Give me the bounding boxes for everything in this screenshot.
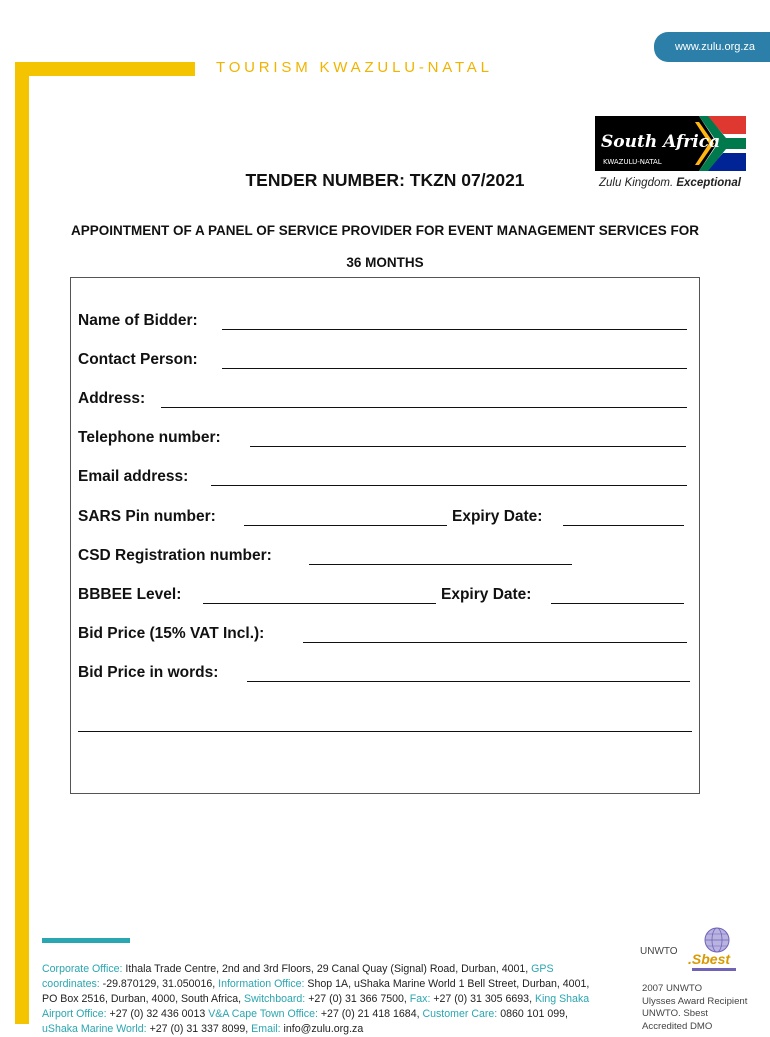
airport-office-text: +27 (0) 32 436 0013 bbox=[106, 1008, 209, 1020]
ushaka-label: uShaka Marine World: bbox=[42, 1023, 147, 1035]
unwto-logo-text: UNWTO bbox=[640, 946, 678, 957]
tender-number: TENDER NUMBER: TKZN 07/2021 bbox=[245, 170, 525, 190]
information-office-text: Shop 1A, uShaka Marine World 1 Bell Street, Durban, 4001, PO Box 2516, Durban, 4000, South Africa, bbox=[42, 978, 590, 1005]
unwto-award-text: 2007 UNWTO Ulysses Award Recipient UNWTO. Sbest Accredited DMO bbox=[642, 983, 748, 1032]
name-of-bidder-label: Name of Bidder: bbox=[78, 312, 198, 329]
sbest-logo-text: .Sbest bbox=[688, 951, 731, 967]
footer-accent-bar bbox=[42, 938, 130, 943]
left-accent-bar bbox=[15, 62, 29, 1024]
bbbee-level-label: BBBEE Level: bbox=[78, 586, 182, 603]
email-footer-label: Email: bbox=[251, 1023, 281, 1035]
telephone-label: Telephone number: bbox=[78, 429, 221, 446]
switchboard-text: +27 (0) 31 366 7500, bbox=[305, 993, 410, 1005]
address-label: Address: bbox=[78, 390, 146, 407]
tender-title bbox=[0, 170, 770, 191]
bid-price-label: Bid Price (15% VAT Incl.): bbox=[78, 625, 265, 642]
footer-contact-details bbox=[42, 962, 598, 1037]
corporate-office-label: Corporate Office: bbox=[42, 963, 123, 975]
fax-label: Fax: bbox=[409, 993, 431, 1005]
fax-text: +27 (0) 31 305 6693, bbox=[430, 993, 535, 1005]
email-label: Email address: bbox=[78, 468, 189, 485]
website-tab[interactable] bbox=[654, 32, 770, 62]
contact-person-field[interactable] bbox=[222, 368, 687, 369]
ushaka-text: +27 (0) 31 337 8099, bbox=[146, 1023, 252, 1035]
sbest-underbar bbox=[692, 968, 736, 971]
information-office-label: Information Office: bbox=[218, 978, 305, 990]
customer-care-text: 0860 101 099, bbox=[497, 1008, 568, 1020]
top-accent-bar bbox=[15, 62, 195, 76]
sars-expiry-label: Expiry Date: bbox=[452, 508, 543, 525]
email-field[interactable] bbox=[211, 485, 687, 486]
csd-registration-label: CSD Registration number: bbox=[78, 547, 272, 564]
capetown-office-text: +27 (0) 21 418 1684, bbox=[317, 1008, 423, 1020]
telephone-field[interactable] bbox=[250, 446, 686, 447]
tagline-regular: Zulu Kingdom. bbox=[599, 177, 677, 189]
gps-label: GPS coordinates: bbox=[42, 963, 554, 990]
logo-wordmark: South Africa bbox=[601, 132, 721, 152]
airport-office-label: King Shaka Airport Office: bbox=[42, 993, 590, 1020]
csd-registration-field[interactable] bbox=[309, 564, 572, 565]
bid-price-words-continuation-field[interactable] bbox=[78, 731, 692, 732]
email-footer-text: info@zulu.org.za bbox=[280, 1023, 364, 1035]
unwto-sbest-logo bbox=[640, 924, 740, 976]
corporate-office-text: Ithala Trade Centre, 2nd and 3rd Floors, 29 Canal Quay (Signal) Road, Durban, 4001, bbox=[122, 963, 532, 975]
logo-region: KWAZULU-NATAL bbox=[603, 158, 662, 166]
globe-icon bbox=[705, 928, 729, 952]
sars-expiry-field[interactable] bbox=[563, 525, 684, 526]
website-url[interactable]: www.zulu.org.za bbox=[674, 41, 756, 53]
tagline-bold: Exceptional bbox=[676, 177, 741, 189]
bid-price-words-label: Bid Price in words: bbox=[78, 664, 219, 681]
organization-name: TOURISM KWAZULU-NATAL bbox=[216, 59, 493, 76]
contact-person-label: Contact Person: bbox=[78, 351, 198, 368]
address-field[interactable] bbox=[161, 407, 687, 408]
gps-text: -29.870129, 31.050016, bbox=[99, 978, 219, 990]
capetown-office-label: V&A Cape Town Office: bbox=[208, 1008, 318, 1020]
bbbee-expiry-label: Expiry Date: bbox=[441, 586, 532, 603]
bid-price-words-field[interactable] bbox=[247, 681, 690, 682]
name-of-bidder-field[interactable] bbox=[222, 329, 687, 330]
customer-care-label: Customer Care: bbox=[422, 1008, 498, 1020]
bid-price-field[interactable] bbox=[303, 642, 687, 643]
bbbee-expiry-field[interactable] bbox=[551, 603, 684, 604]
sars-pin-label: SARS Pin number: bbox=[78, 508, 216, 525]
bbbee-level-field[interactable] bbox=[203, 603, 436, 604]
sars-pin-field[interactable] bbox=[244, 525, 447, 526]
switchboard-label: Switchboard: bbox=[244, 993, 306, 1005]
appointment-heading: APPOINTMENT OF A PANEL OF SERVICE PROVIDER FOR EVENT MANAGEMENT SERVICES FOR 36 MONTHS bbox=[70, 223, 700, 270]
south-africa-logo bbox=[595, 116, 746, 171]
